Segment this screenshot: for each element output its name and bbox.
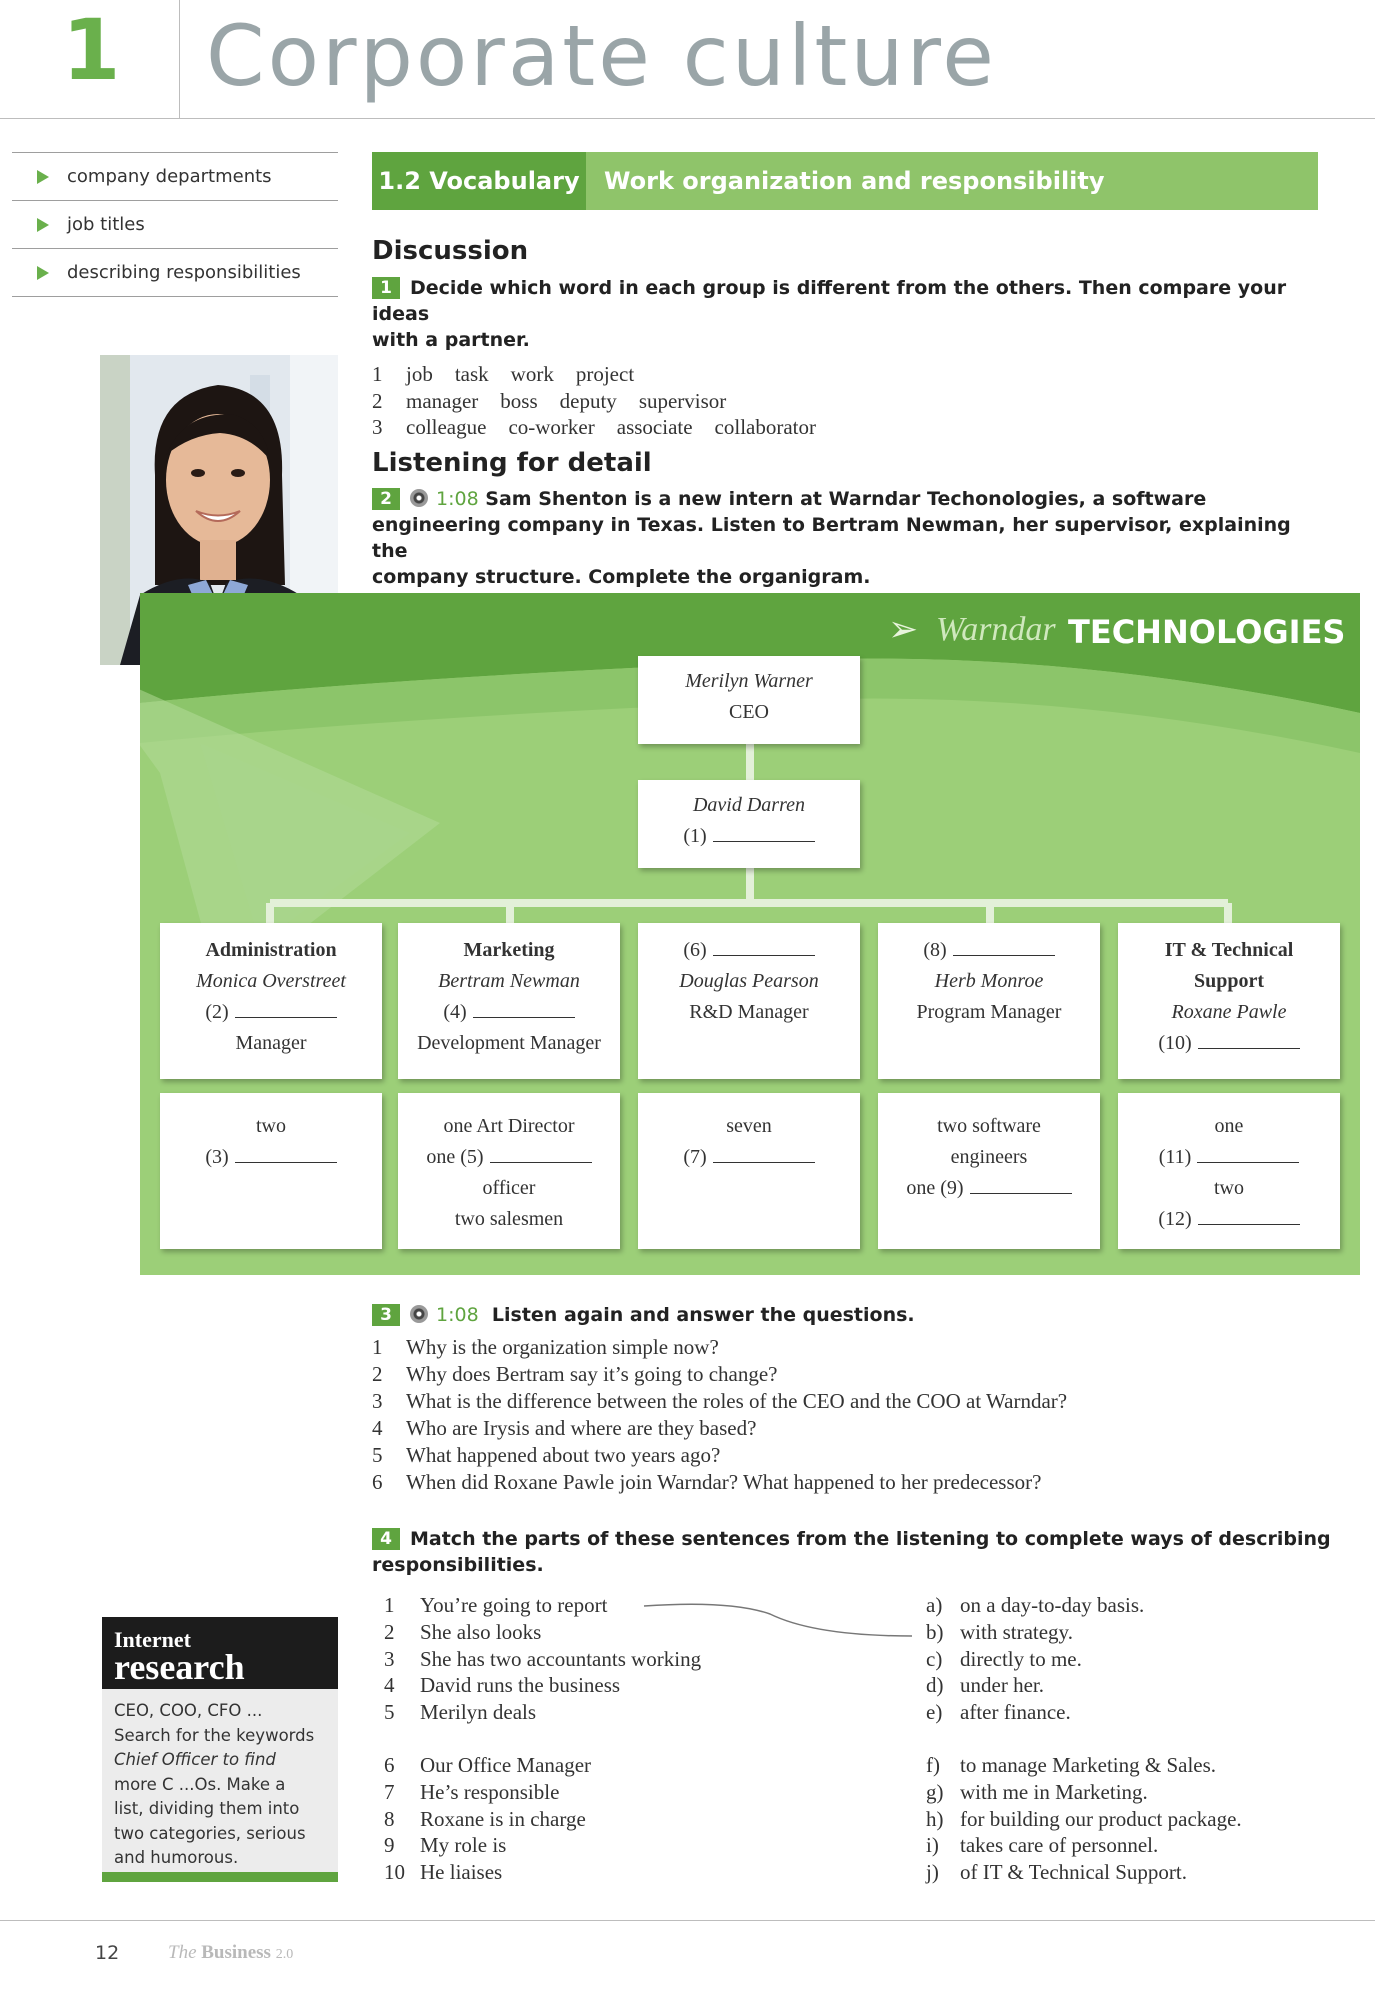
section-title: Work organization and responsibility bbox=[604, 167, 1105, 195]
department-card: Marketing Bertram Newman (4) Development Manager bbox=[398, 923, 620, 1079]
department-card: Administration Monica Overstreet (2) Manager bbox=[160, 923, 382, 1079]
list-item: 5 What happened about two years ago? bbox=[372, 1443, 721, 1467]
list-item: 1 Why is the organization simple now? bbox=[372, 1335, 719, 1359]
listening-section bbox=[372, 448, 1332, 590]
box-accent-bar bbox=[102, 1872, 338, 1882]
audio-cd-icon bbox=[410, 1305, 428, 1323]
word-group: 3 colleague co-worker associate collaborator bbox=[372, 415, 816, 439]
list-item: 7 He’s responsible bbox=[384, 1779, 560, 1804]
exercise-4 bbox=[372, 1526, 1332, 1578]
internet-research-text: CEO, COO, CFO ... Search for the keywords Chief Officer to find more C ...Os. Make a list, dividing them into two categories, serious and humorous. bbox=[114, 1701, 315, 1867]
list-item: 9 My role is bbox=[384, 1833, 507, 1858]
list-item: 6 Our Office Manager bbox=[384, 1752, 592, 1777]
list-item: 6 When did Roxane Pawle join Warndar? What happened to her predecessor? bbox=[372, 1470, 1042, 1494]
staff-card: one Art Director one (5) officer two salesmen bbox=[398, 1093, 620, 1249]
chapter-title: Corporate culture bbox=[206, 7, 997, 105]
answer-blank[interactable] bbox=[970, 1179, 1072, 1194]
answer-blank[interactable] bbox=[235, 1003, 337, 1018]
department-card: IT & Technical Support Roxane Pawle (10) bbox=[1118, 923, 1340, 1079]
topic-item: company departments bbox=[12, 152, 338, 200]
topic-item: job titles bbox=[12, 200, 338, 248]
exercise-3-instruction: 3 1:08 Listen again and answer the questions. bbox=[372, 1302, 1332, 1328]
exercise-4-instruction: 4 Match the parts of these sentences from the listening to complete ways of describing responsibilities. bbox=[372, 1528, 1331, 1576]
list-item: 5 Merilyn deals bbox=[384, 1700, 537, 1725]
exercise-number: 4 bbox=[372, 1528, 400, 1550]
list-item: 4 Who are Irysis and where are they based? bbox=[372, 1416, 757, 1440]
brand-name: Warndar bbox=[936, 611, 1056, 648]
answer-blank[interactable] bbox=[1198, 1034, 1300, 1049]
book-brand: The Business 2.0 bbox=[168, 1942, 294, 1963]
list-item: 3 She has two accountants working bbox=[384, 1646, 702, 1671]
answer-blank[interactable] bbox=[1197, 1148, 1299, 1163]
page-number: 12 bbox=[95, 1942, 120, 1964]
audio-track: 1:08 bbox=[436, 1304, 479, 1326]
exercise-1-instruction: 1 Decide which word in each group is different from the others. Then compare your ideas with a partner. bbox=[372, 277, 1287, 351]
exercise-3 bbox=[372, 1302, 1332, 1496]
staff-card: two software engineers one (9) bbox=[878, 1093, 1100, 1249]
header-rule bbox=[0, 118, 1375, 119]
list-item: j) of IT & Technical Support. bbox=[926, 1860, 1187, 1885]
list-item: a) on a day-to-day basis. bbox=[926, 1593, 1145, 1617]
arrow-icon bbox=[37, 170, 49, 184]
answer-blank[interactable] bbox=[713, 827, 815, 842]
audio-track: 1:08 bbox=[436, 488, 479, 510]
list-item: g) with me in Marketing. bbox=[926, 1779, 1148, 1804]
answer-blank[interactable] bbox=[473, 1003, 575, 1018]
header-divider bbox=[179, 0, 180, 118]
footer-rule bbox=[0, 1920, 1375, 1921]
section-label: 1.2 Vocabulary bbox=[372, 152, 586, 210]
topic-item: describing responsibilities bbox=[12, 248, 338, 297]
word-group: 1 job task work project bbox=[372, 362, 635, 386]
list-item: d) under her. bbox=[926, 1673, 1044, 1698]
topics-list bbox=[12, 152, 338, 297]
list-item: 2 Why does Bertram say it’s going to change? bbox=[372, 1362, 778, 1386]
match-right-column bbox=[926, 1592, 1346, 1886]
brand-arrow-icon: ➢ bbox=[888, 609, 919, 650]
list-item: b) with strategy. bbox=[926, 1619, 1073, 1644]
section-banner bbox=[372, 152, 1318, 210]
answer-blank[interactable] bbox=[490, 1148, 592, 1163]
staff-card: one (11) two (12) bbox=[1118, 1093, 1340, 1249]
list-item: e) after finance. bbox=[926, 1700, 1071, 1725]
department-card: (6) Douglas Pearson R&D Manager bbox=[638, 923, 860, 1079]
coo-card: David Darren (1) bbox=[638, 780, 860, 868]
listening-heading: Listening for detail bbox=[372, 448, 652, 478]
answer-blank[interactable] bbox=[713, 941, 815, 956]
exercise-number: 1 bbox=[372, 277, 400, 299]
exercise-2-instruction: 2 1:08 Sam Shenton is a new intern at Warndar Techonologies, a software engineering company in Texas. Listen to Bertram Newman, her supervisor, explaining the company structure. Complete the organigram. bbox=[372, 488, 1291, 588]
list-item: i) takes care of personnel. bbox=[926, 1833, 1159, 1858]
word-groups bbox=[372, 361, 1332, 441]
list-item: c) directly to me. bbox=[926, 1646, 1082, 1671]
example-match-line bbox=[640, 1596, 920, 1646]
discussion-section bbox=[372, 236, 1332, 441]
answer-blank[interactable] bbox=[1198, 1210, 1300, 1225]
question-list bbox=[372, 1334, 1332, 1496]
staff-card: seven (7) bbox=[638, 1093, 860, 1249]
organigram bbox=[140, 593, 1360, 1275]
arrow-icon bbox=[37, 218, 49, 232]
internet-research-box bbox=[102, 1617, 338, 1882]
exercise-number: 3 bbox=[372, 1304, 400, 1326]
list-item: 1 You’re going to report bbox=[384, 1593, 608, 1617]
audio-cd-icon bbox=[410, 489, 428, 507]
answer-blank[interactable] bbox=[235, 1148, 337, 1163]
answer-blank[interactable] bbox=[713, 1148, 815, 1163]
chapter-number: 1 bbox=[62, 1, 121, 99]
answer-blank[interactable] bbox=[953, 941, 1055, 956]
list-item: 3 What is the difference between the roles of the CEO and the COO at Warndar? bbox=[372, 1389, 1068, 1413]
arrow-icon bbox=[37, 266, 49, 280]
exercise-number: 2 bbox=[372, 488, 400, 510]
list-item: 10 He liaises bbox=[384, 1860, 503, 1885]
discussion-heading: Discussion bbox=[372, 236, 529, 266]
list-item: 2 She also looks bbox=[384, 1619, 542, 1644]
brand-technologies: TECHNOLOGIES bbox=[1068, 613, 1346, 651]
list-item: h) for building our product package. bbox=[926, 1806, 1242, 1831]
ceo-card: Merilyn Warner CEO bbox=[638, 656, 860, 744]
department-card: (8) Herb Monroe Program Manager bbox=[878, 923, 1100, 1079]
staff-card: two (3) bbox=[160, 1093, 382, 1249]
list-item: f) to manage Marketing & Sales. bbox=[926, 1752, 1217, 1777]
word-group: 2 manager boss deputy supervisor bbox=[372, 388, 727, 413]
list-item: 4 David runs the business bbox=[384, 1673, 621, 1698]
internet-research-title: Internet research bbox=[102, 1617, 338, 1689]
list-item: 8 Roxane is in charge bbox=[384, 1806, 586, 1831]
